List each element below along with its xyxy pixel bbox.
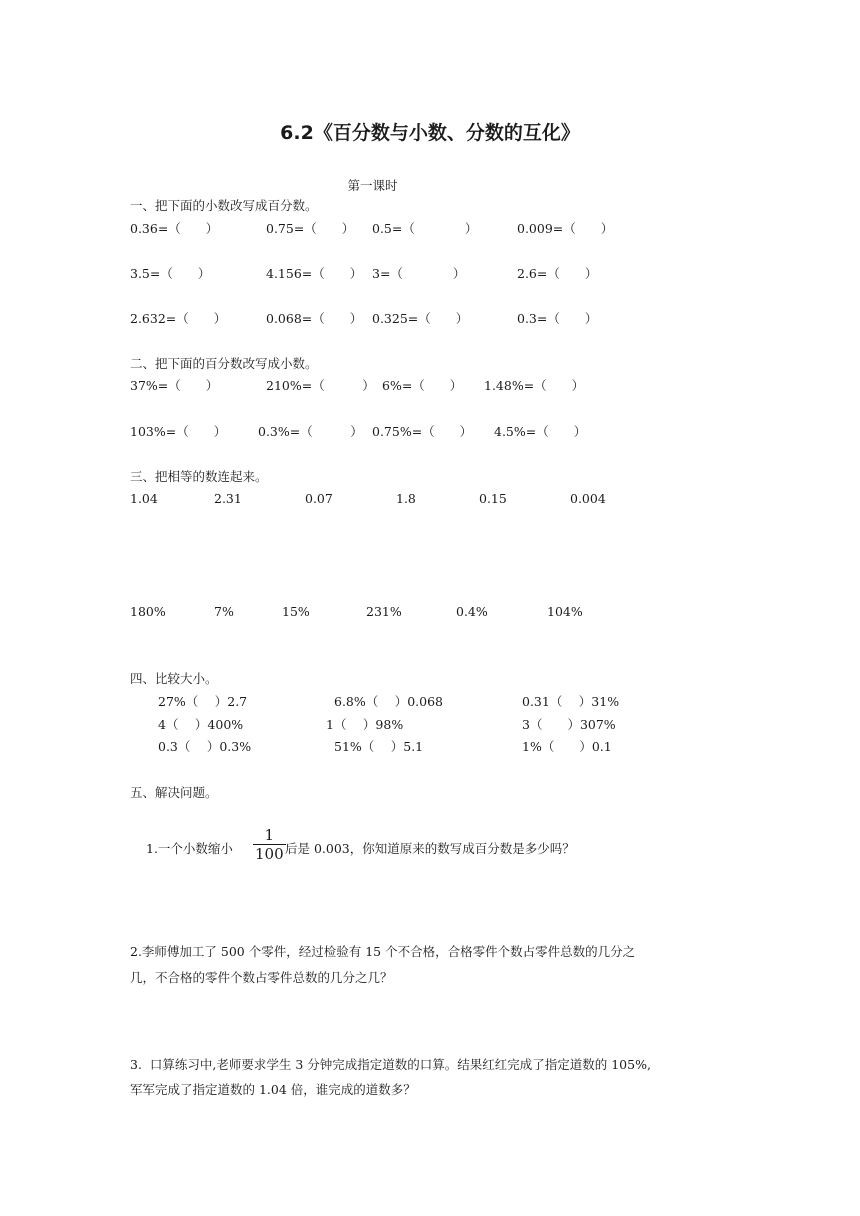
- s3-top-number: 0.004: [570, 491, 606, 506]
- s3-top-number: 0.07: [305, 491, 333, 506]
- s2-item: 0.75%=（ ）: [372, 424, 473, 439]
- s2-item: 210%=（ ）: [266, 378, 375, 393]
- question-1-start: 1.一个小数缩小: [146, 841, 233, 856]
- s1-item: 2.632=（ ）: [130, 311, 227, 326]
- s2-item: 4.5%=（ ）: [494, 424, 587, 439]
- question-2-line-2: 几，不合格的零件个数占零件总数的几分之几？: [130, 970, 393, 985]
- s3-top-number: 0.15: [479, 491, 507, 506]
- s1-item: 0.36=（ ）: [130, 221, 219, 236]
- s4-item: 3（ ）307%: [522, 717, 616, 732]
- s1-item: 2.6=（ ）: [517, 266, 598, 281]
- s2-item: 1.48%=（ ）: [484, 378, 585, 393]
- s2-item: 6%=（ ）: [382, 378, 463, 393]
- section-4-heading: 四、比较大小。: [130, 671, 218, 686]
- s4-item: 27%（ ）2.7: [158, 694, 248, 709]
- question-3-line-2: 军军完成了指定道数的 1.04 倍，谁完成的道数多？: [130, 1082, 416, 1097]
- question-2-line-1: 2.李师傅加工了 500 个零件，经过检验有 15 个不合格，合格零件个数占零件总数的几分之: [130, 944, 636, 959]
- s4-item: 1（ ）98%: [326, 717, 404, 732]
- lesson-subtitle: 第一课时: [347, 178, 398, 193]
- s4-item: 1%（ ）0.1: [522, 739, 612, 754]
- s1-item: 3=（ ）: [372, 266, 466, 281]
- s3-top-number: 2.31: [214, 491, 242, 506]
- s3-bottom-percent: 0.4%: [456, 604, 488, 619]
- worksheet-title: 6.2《百分数与小数、分数的互化》: [280, 122, 580, 144]
- s3-top-number: 1.04: [130, 491, 158, 506]
- s3-top-number: 1.8: [396, 491, 416, 506]
- s4-item: 4（ ）400%: [158, 717, 244, 732]
- fraction-numerator: 1: [253, 826, 286, 845]
- s1-item: 3.5=（ ）: [130, 266, 211, 281]
- s3-bottom-percent: 231%: [366, 604, 402, 619]
- section-5-heading: 五、解决问题。: [130, 785, 218, 800]
- s1-item: 4.156=（ ）: [266, 266, 363, 281]
- s4-item: 6.8%（ ）0.068: [334, 694, 444, 709]
- s3-bottom-percent: 15%: [282, 604, 310, 619]
- s1-item: 0.325=（ ）: [372, 311, 469, 326]
- s1-item: 0.068=（ ）: [266, 311, 363, 326]
- s1-item: 0.009=（ ）: [517, 221, 614, 236]
- fraction-one-hundredth: [253, 826, 286, 863]
- s1-item: 0.75=（ ）: [266, 221, 355, 236]
- s3-bottom-percent: 7%: [214, 604, 234, 619]
- fraction-denominator: 100: [255, 845, 284, 863]
- s4-item: 51%（ ）5.1: [334, 739, 424, 754]
- s1-item: 0.5=（ ）: [372, 221, 478, 236]
- s4-item: 0.3（ ）0.3%: [158, 739, 252, 754]
- section-1-heading: 一、把下面的小数改写成百分数。: [130, 198, 318, 213]
- s1-item: 0.3=（ ）: [517, 311, 598, 326]
- s2-item: 103%=（ ）: [130, 424, 227, 439]
- s3-bottom-percent: 104%: [547, 604, 583, 619]
- section-2-heading: 二、把下面的百分数改写成小数。: [130, 356, 318, 371]
- section-3-heading: 三、把相等的数连起来。: [130, 469, 268, 484]
- s4-item: 0.31（ ）31%: [522, 694, 620, 709]
- question-3-line-1: 3. 口算练习中,老师要求学生 3 分钟完成指定道数的口算。结果红红完成了指定道数的 105%,: [130, 1057, 651, 1072]
- s2-item: 0.3%=（ ）: [258, 424, 363, 439]
- s2-item: 37%=（ ）: [130, 378, 219, 393]
- question-1-end: 后是 0.003，你知道原来的数写成百分数是多少吗？: [285, 841, 575, 856]
- s3-bottom-percent: 180%: [130, 604, 166, 619]
